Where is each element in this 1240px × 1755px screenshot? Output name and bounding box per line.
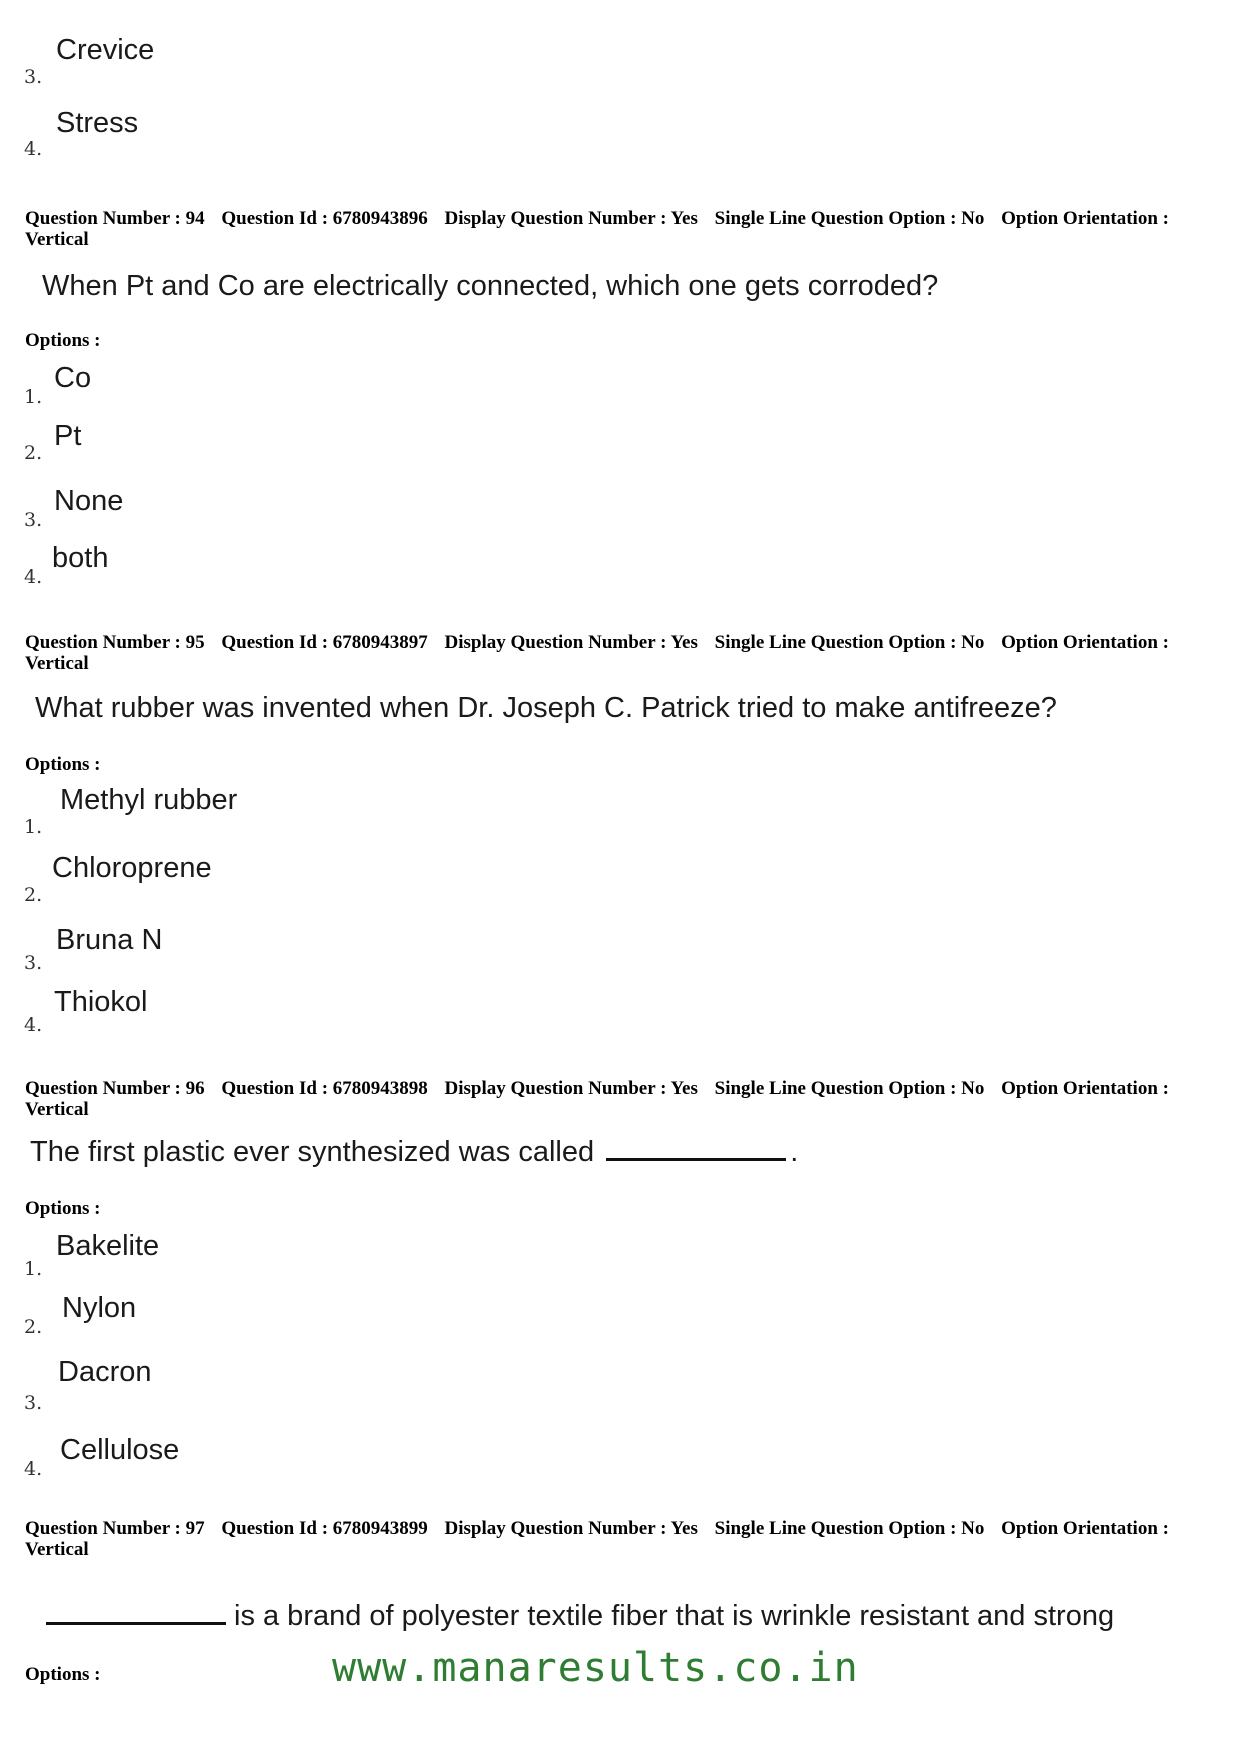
question-id: Question Id : 6780943896 [221, 208, 428, 229]
display-question-number: Display Question Number : Yes [444, 208, 698, 229]
options-label: Options : [25, 754, 101, 775]
watermark: www.manaresults.co.in [332, 1645, 859, 1691]
option-3-prev[interactable] [0, 30, 400, 90]
option-2[interactable] [0, 420, 400, 480]
question-text-end: is a brand of polyester textile fiber that is wrinkle resistant and strong [234, 1600, 1115, 1632]
option-4[interactable] [0, 1434, 400, 1494]
question-number: Question Number : 97 [25, 1518, 205, 1539]
option-2[interactable] [0, 852, 400, 912]
question-text-96 [30, 1136, 798, 1169]
option-text: Chloroprene [52, 852, 212, 884]
option-number: 4. [24, 1014, 43, 1036]
option-text: both [52, 542, 109, 574]
option-text: Nylon [62, 1292, 137, 1324]
display-question-number: Display Question Number : Yes [444, 632, 698, 653]
single-line-option: Single Line Question Option : No [714, 632, 985, 653]
option-4[interactable] [0, 986, 400, 1046]
answer-blank [46, 1622, 226, 1625]
question-text-94: When Pt and Co are electrically connected, which one gets corroded? [42, 270, 939, 302]
options-label: Options : [25, 330, 101, 351]
option-number: 3. [24, 952, 43, 974]
question-meta-94 [25, 208, 1215, 250]
option-number: 1. [24, 386, 43, 408]
question-id: Question Id : 6780943898 [221, 1078, 428, 1099]
single-line-option: Single Line Question Option : No [714, 1518, 985, 1539]
option-text: Cellulose [60, 1434, 180, 1466]
option-text: Bruna N [56, 924, 163, 956]
option-1[interactable] [0, 784, 400, 844]
option-number: 1. [24, 816, 43, 838]
answer-blank [606, 1158, 786, 1161]
option-4[interactable] [0, 542, 400, 602]
question-id: Question Id : 6780943899 [221, 1518, 428, 1539]
options-label: Options : [25, 1198, 101, 1219]
option-text: Bakelite [56, 1230, 160, 1262]
option-number: 4. [24, 1458, 43, 1480]
option-number: 2. [24, 442, 43, 464]
option-1[interactable] [0, 362, 400, 422]
option-orientation: Option Orientation : Vertical [25, 208, 1169, 250]
option-number: 4. [24, 566, 43, 588]
option-3[interactable] [0, 1356, 400, 1416]
options-label: Options : [25, 1664, 101, 1685]
option-4-prev[interactable] [0, 104, 400, 164]
display-question-number: Display Question Number : Yes [444, 1078, 698, 1099]
question-text-start: The first plastic ever synthesized was called [30, 1136, 595, 1168]
single-line-option: Single Line Question Option : No [714, 208, 985, 229]
option-1[interactable] [0, 1230, 400, 1290]
option-number: 2. [24, 884, 43, 906]
question-id: Question Id : 6780943897 [221, 632, 428, 653]
question-number: Question Number : 94 [25, 208, 205, 229]
option-number: 2. [24, 1316, 43, 1338]
option-text: Methyl rubber [60, 784, 238, 816]
question-number: Question Number : 95 [25, 632, 205, 653]
question-meta-97 [25, 1518, 1215, 1560]
option-number: 3. [24, 1392, 43, 1414]
display-question-number: Display Question Number : Yes [444, 1518, 698, 1539]
option-number: 3. [24, 509, 43, 531]
question-text-95: What rubber was invented when Dr. Joseph C. Patrick tried to make antifreeze? [35, 692, 1057, 724]
option-text: Stress [56, 107, 139, 139]
option-text: Co [54, 362, 92, 394]
option-text: Pt [54, 420, 82, 452]
question-number: Question Number : 96 [25, 1078, 205, 1099]
option-text: Crevice [56, 34, 155, 66]
question-meta-96 [25, 1078, 1215, 1120]
option-text: Dacron [58, 1356, 152, 1388]
option-3[interactable] [0, 924, 400, 984]
question-meta-95 [25, 632, 1215, 674]
option-3[interactable] [0, 485, 400, 545]
option-text: None [54, 485, 124, 517]
option-orientation: Option Orientation : Vertical [25, 1518, 1169, 1560]
option-orientation: Option Orientation : Vertical [25, 632, 1169, 674]
option-number: 3. [24, 66, 43, 88]
option-orientation: Option Orientation : Vertical [25, 1078, 1169, 1120]
question-text-97 [46, 1600, 1114, 1633]
option-text: Thiokol [54, 986, 148, 1018]
option-2[interactable] [0, 1292, 400, 1352]
option-number: 1. [24, 1258, 43, 1280]
option-number: 4. [24, 138, 43, 160]
single-line-option: Single Line Question Option : No [714, 1078, 985, 1099]
question-text-end: . [790, 1136, 799, 1168]
